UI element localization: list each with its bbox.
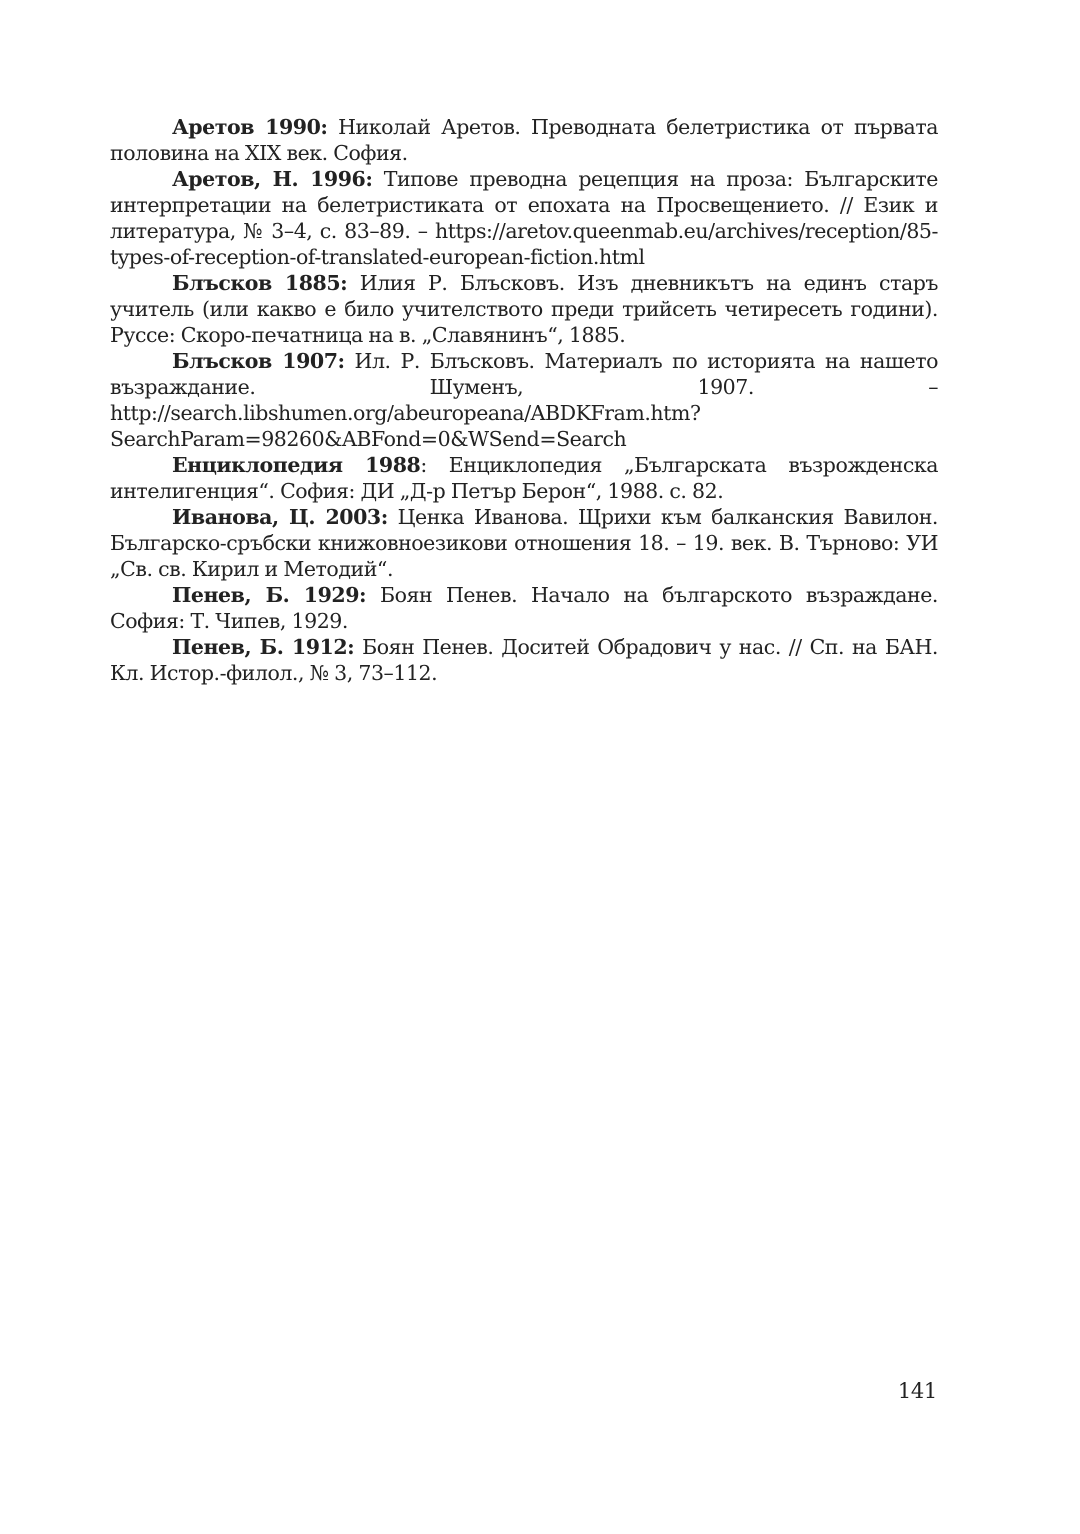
reference-entry-blaskov-1907 xyxy=(110,348,938,452)
reference-entry-penev-1929 xyxy=(110,582,938,634)
bibliography-list xyxy=(110,114,938,686)
page-number: 141 xyxy=(897,1379,937,1403)
reference-key: Аретов 1990: xyxy=(172,115,328,139)
reference-entry-aretov-1990 xyxy=(110,114,938,166)
reference-entry-encyclopedia-1988 xyxy=(110,452,938,504)
reference-key: Пенев, Б. 1929: xyxy=(172,583,367,607)
reference-text: Ил. Р. Блъсковъ. Материалъ по историята на нашето възраждание. Шуменъ, 1907. – http://search.libshumen.org/abeuropeana/ABDKFram.htm?SearchParam=98260&ABFond=0&WSend=Search xyxy=(110,349,938,451)
reference-text: Ценка Иванова. Щрихи към балканския Вавилон. Българско-сръбски книжовноезикови отношения 18. – 19. век. В. Търново: УИ „Св. св. Кирил и Методий“. xyxy=(110,505,938,581)
reference-text: Типове преводна рецепция на проза: Българските интерпретации на белетристиката от епохата на Просвещението. // Език и литература, № 3–4, с. 83–89. – https://aretov.queenmab.eu/archives/reception/85-types-of-reception-of-translated-european-fiction.html xyxy=(110,167,938,269)
reference-text: Илия Р. Блъсковъ. Изъ дневникътъ на единъ старъ учитель (или какво е било учителството преди трийсеть четиресеть години). Руссе: Скоро-печатница на в. „Славянинъ“, 1885. xyxy=(110,271,938,347)
reference-text: Николай Аретов. Преводната белетристика от първата половина на XIX век. София. xyxy=(110,115,938,165)
reference-text: Боян Пенев. Доситей Обрадович у нас. // Сп. на БАН. Кл. Истор.-филол., № 3, 73–112. xyxy=(110,635,939,685)
reference-key: Пенев, Б. 1912: xyxy=(172,635,355,659)
reference-entry-blaskov-1885 xyxy=(110,270,938,348)
reference-text: : Енциклопедия „Българската възрожденска интелигенция“. София: ДИ „Д-р Петър Берон“, 1988. с. 82. xyxy=(110,453,938,503)
reference-key: Блъсков 1885: xyxy=(172,271,348,295)
reference-key: Аретов, Н. 1996: xyxy=(172,167,373,191)
reference-key: Блъсков 1907: xyxy=(172,349,345,373)
reference-text: Боян Пенев. Начало на българското възраждане. София: Т. Чипев, 1929. xyxy=(110,583,938,633)
reference-key: Иванова, Ц. 2003: xyxy=(172,505,388,529)
reference-key: Енциклопедия 1988 xyxy=(172,453,421,477)
reference-entry-ivanova-2003 xyxy=(110,504,938,582)
reference-entry-aretov-1996 xyxy=(110,166,938,270)
reference-entry-penev-1912 xyxy=(110,634,938,686)
